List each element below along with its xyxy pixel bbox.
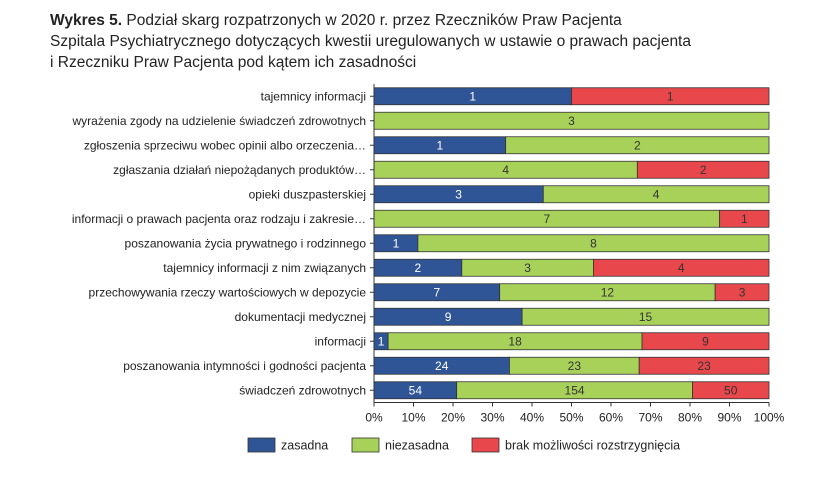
x-tick-label: 50% (559, 410, 584, 425)
category-label: zgłoszenia sprzeciwu wobec opinii albo orzeczenia… (83, 138, 366, 153)
chart-title-prefix: Wykres 5. (50, 12, 123, 29)
data-label: 15 (638, 309, 653, 324)
category-label: opieki duszpasterskiej (248, 187, 366, 202)
data-label: 1 (392, 236, 400, 251)
legend-swatch (248, 438, 275, 452)
data-label: 54 (408, 383, 423, 398)
data-label: 8 (590, 236, 597, 251)
data-label: 1 (436, 138, 444, 153)
x-tick-label: 80% (677, 410, 703, 425)
data-label: 3 (455, 187, 462, 202)
x-tick-label: 30% (480, 410, 505, 425)
legend-swatch (472, 438, 499, 452)
category-label: tajemnicy informacji (260, 89, 366, 104)
category-label: wyrażenia zgody na udzielenie świadczeń zdrowotnych (72, 113, 366, 128)
data-label: 1 (666, 89, 674, 104)
data-label: 4 (502, 162, 510, 177)
x-tick-label: 20% (440, 410, 466, 425)
category-label: informacji (314, 334, 366, 349)
data-label: 9 (444, 309, 452, 324)
x-tick-label: 40% (519, 410, 545, 425)
data-label: 3 (524, 260, 531, 275)
data-label: 23 (567, 358, 582, 373)
category-label: przechowywania rzeczy wartościowych w depozycie (88, 285, 366, 300)
x-tick-label: 60% (598, 410, 624, 425)
data-label: 4 (652, 187, 660, 202)
category-label: zgłaszania działań niepożądanych produktów… (113, 162, 366, 177)
category-label: dokumentacji medycznej (234, 309, 366, 324)
data-label: 7 (433, 285, 441, 300)
category-label: informacji o prawach pacjenta oraz rodzaju i zakresie… (71, 211, 366, 226)
category-label: tajemnicy informacji z nim związanych (163, 260, 366, 275)
data-label: 9 (702, 334, 709, 349)
x-tick-label: 100% (753, 410, 785, 425)
legend-label: zasadna (281, 438, 329, 453)
data-label: 2 (699, 162, 707, 177)
data-label: 2 (414, 260, 422, 275)
x-tick-label: 90% (717, 410, 742, 425)
chart-title-line-3: i Rzeczniku Praw Pacjenta pod kątem ich zasadności (50, 54, 417, 71)
chart-title-line-2: Szpitala Psychiatrycznego dotyczących kwestii uregulowanych w ustawie o prawach pacjenta (50, 33, 691, 50)
data-label: 50 (724, 383, 738, 398)
data-label: 24 (435, 358, 449, 373)
data-label: 7 (543, 211, 551, 226)
legend-swatch (352, 438, 379, 452)
x-tick-label: 10% (401, 410, 426, 425)
data-label: 18 (508, 334, 522, 349)
data-label: 23 (697, 358, 711, 373)
category-label: świadczeń zdrowotnych (239, 383, 366, 398)
category-label: poszanowania życia prywatnego i rodzinnego (124, 236, 366, 251)
data-label: 154 (564, 383, 585, 398)
data-label: 1 (740, 211, 748, 226)
data-label: 3 (738, 285, 746, 300)
category-label: poszanowania intymności i godności pacjenta (123, 358, 366, 373)
x-tick-label: 70% (638, 410, 663, 425)
legend-label: brak możliwości rozstrzygnięcia (505, 438, 681, 453)
data-label: 1 (469, 89, 477, 104)
data-label: 2 (633, 138, 641, 153)
data-label: 1 (377, 334, 385, 349)
x-tick-label: 0% (365, 410, 383, 425)
legend-label: niezasadna (385, 438, 449, 453)
data-label: 12 (600, 285, 615, 300)
data-label: 3 (568, 113, 575, 128)
data-label: 4 (677, 260, 685, 275)
chart-title-line-1: Podział skarg rozpatrzonych w 2020 r. przez Rzeczników Praw Pacjenta (126, 12, 622, 29)
